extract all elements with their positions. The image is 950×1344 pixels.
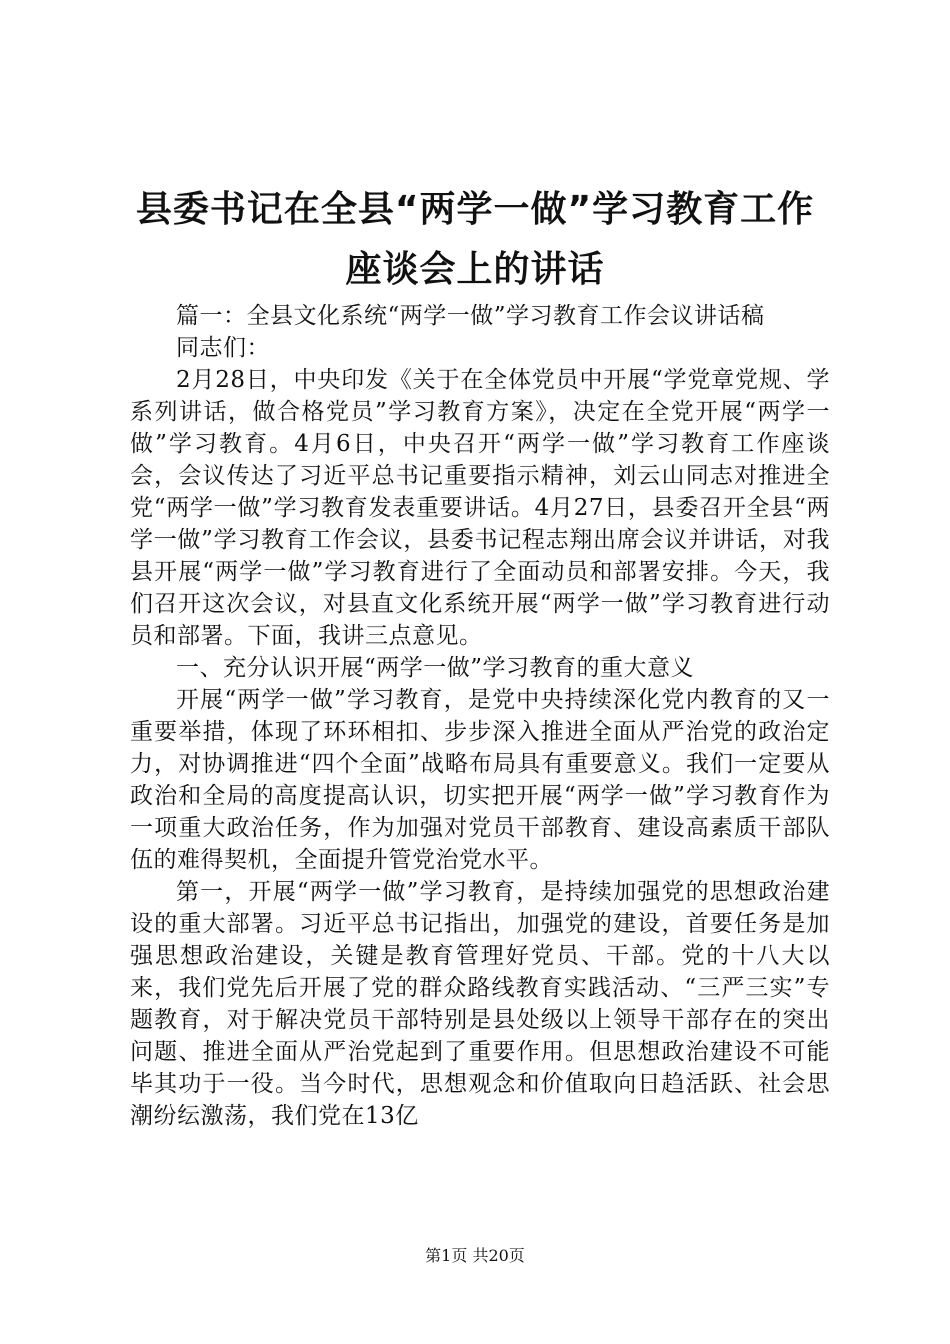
page-number-footer: 第1页 共20页 — [425, 1246, 525, 1265]
salutation: 同志们： — [176, 335, 270, 361]
document-title: 县委书记在全县“两学一做”学习教育工作座谈会上的讲话 — [135, 189, 815, 290]
body-paragraph: 第一，开展“两学一做”学习教育，是持续加强党的思想政治建设的重大部署。习近平总书记指出，加强党的建设，首要任务是加强思想政治建设，关键是教育管理好党员、干部。党的十八大以来，我们党先后开展了党的群众路线教育实践活动、“三严三实”专题教育，对于解决党员干部特别是县处级以上领导干部存在的突出问题、推进全面从严治党起到了重要作用。但思想政治建设不可能毕其功于一役。当今时代，思想观念和价值取向日趋活跃、社会思潮纷纭激荡，我们党在13亿 — [130, 879, 830, 1129]
section-heading: 一、充分认识开展“两学一做”学习教育的重大意义 — [176, 655, 695, 681]
section-heading: 篇一：全县文化系统“两学一做”学习教育工作会议讲话稿 — [176, 303, 765, 329]
document-body — [130, 300, 830, 1132]
body-paragraph: 开展“两学一做”学习教育，是党中央持续深化党内教育的又一重要举措，体现了环环相扣、步步深入推进全面从严治党的政治定力，对协调推进“四个全面”战略布局具有重要意义。我们一定要从政治和全局的高度提高认识，切实把开展“两学一做”学习教育作为一项重大政治任务，作为加强对党员干部教育、建设高素质干部队伍的难得契机，全面提升管党治党水平。 — [130, 687, 830, 873]
body-paragraph: 2月28日，中央印发《关于在全体党员中开展“学党章党规、学系列讲话，做合格党员”学习教育方案》，决定在全党开展“两学一做”学习教育。4月6日，中央召开“两学一做”学习教育工作座谈会，会议传达了习近平总书记重要指示精神，刘云山同志对推进全党“两学一做”学习教育发表重要讲话。4月27日，县委召开全县“两学一做”学习教育工作会议，县委书记程志翔出席会议并讲话，对我县开展“两学一做”学习教育进行了全面动员和部署安排。今天，我们召开这次会议，对县直文化系统开展“两学一做”学习教育进行动员和部署。下面，我讲三点意见。 — [130, 367, 830, 649]
